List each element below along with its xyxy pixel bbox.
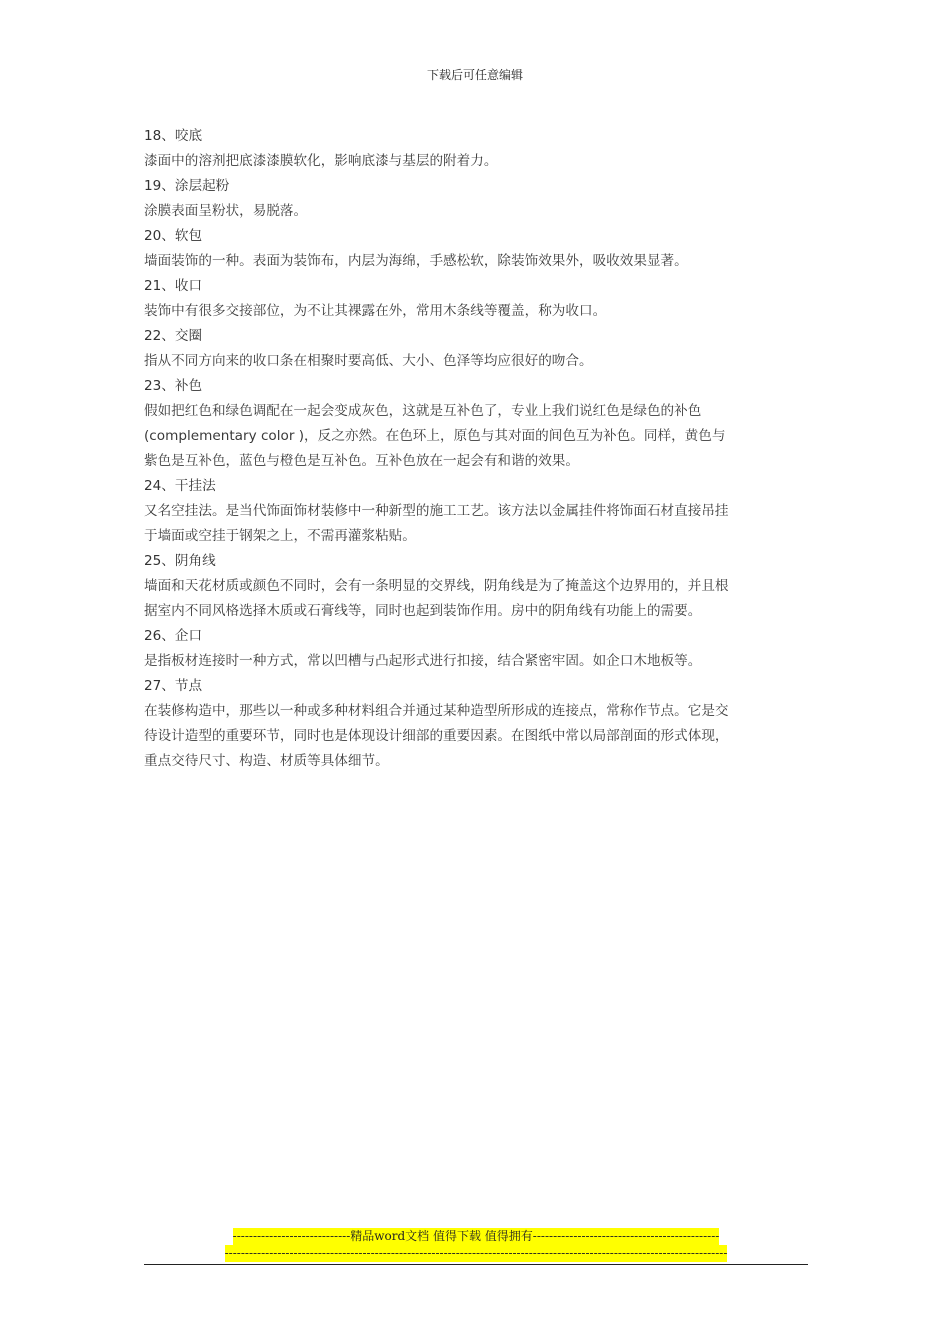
term-definition-line: 墙面和天花材质或颜色不同时，会有一条明显的交界线，阴角线是为了掩盖这个边界用的，并且根 — [144, 578, 729, 594]
term-heading: 19、涂层起粉 — [144, 178, 230, 194]
term-definition-line: 墙面装饰的一种。表面为装饰布，内层为海绵，手感松软，除装饰效果外，吸收效果显著。 — [144, 253, 688, 269]
term-definition-line: 涂膜表面呈粉状，易脱落。 — [144, 203, 308, 219]
footer-banner-line-1: -----------------------------精品word文档 值得下载 值得拥有---------------------------------------------- — [232, 1229, 720, 1243]
term-definition-line: 是指板材连接时一种方式，常以凹槽与凸起形式进行扣接，结合紧密牢固。如企口木地板等。 — [144, 653, 702, 669]
term-definition-line: 据室内不同风格选择木质或石膏线等，同时也起到装饰作用。房中的阴角线有功能上的需要。 — [144, 603, 702, 619]
term-heading: 20、软包 — [144, 228, 203, 244]
term-heading: 23、补色 — [144, 378, 203, 394]
page-footer — [144, 1228, 808, 1265]
document-body — [144, 124, 808, 774]
term-definition-line: 紫色是互补色，蓝色与橙色是互补色。互补色放在一起会有和谐的效果。 — [144, 453, 579, 469]
footer-divider — [144, 1264, 808, 1265]
term-definition-line: (complementary color )，反之亦然。在色环上，原色与其对面的间色互为补色。同样，黄色与 — [144, 428, 726, 444]
term-definition-line: 假如把红色和绿色调配在一起会变成灰色，这就是互补色了，专业上我们说红色是绿色的补色 — [144, 403, 702, 419]
term-heading: 27、节点 — [144, 678, 203, 694]
term-definition-line: 在装修构造中，那些以一种或多种材料组合并通过某种造型所形成的连接点，常称作节点。它是交 — [144, 703, 729, 719]
term-definition-line: 又名空挂法。是当代饰面饰材装修中一种新型的施工工艺。该方法以金属挂件将饰面石材直接吊挂 — [144, 503, 729, 519]
term-heading: 25、阴角线 — [144, 553, 216, 569]
term-definition-line: 指从不同方向来的收口条在相聚时要高低、大小、色泽等均应很好的吻合。 — [144, 353, 593, 369]
term-heading: 26、企口 — [144, 628, 203, 644]
term-heading: 24、干挂法 — [144, 478, 216, 494]
term-heading: 21、收口 — [144, 278, 203, 294]
footer-banner-line-2: ---------------------------------------------------------------------------------------------------------------------------- — [224, 1246, 728, 1260]
term-heading: 22、交圈 — [144, 328, 203, 344]
term-definition-line: 于墙面或空挂于钢架之上，不需再灌浆粘贴。 — [144, 528, 416, 544]
page-header: 下载后可任意编辑 — [426, 68, 523, 82]
term-definition-line: 重点交待尺寸、构造、材质等具体细节。 — [144, 753, 389, 769]
term-definition-line: 待设计造型的重要环节，同时也是体现设计细部的重要因素。在图纸中常以局部剖面的形式体现， — [144, 728, 729, 744]
term-definition-line: 装饰中有很多交接部位，为不让其裸露在外，常用木条线等覆盖，称为收口。 — [144, 303, 607, 319]
term-definition-line: 漆面中的溶剂把底漆漆膜软化，影响底漆与基层的附着力。 — [144, 153, 498, 169]
term-heading: 18、咬底 — [144, 128, 203, 144]
